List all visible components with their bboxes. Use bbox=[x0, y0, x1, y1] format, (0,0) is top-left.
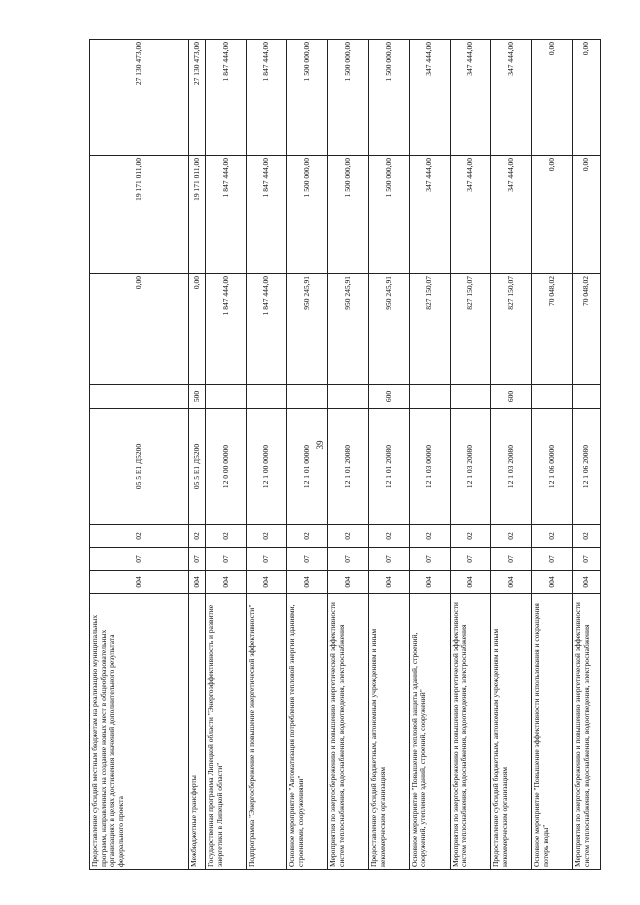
row-name: Межбюджетные трансферты bbox=[188, 594, 205, 870]
cell-target-article: 12 1 03 20080 bbox=[450, 409, 491, 525]
cell-amount-year-3: 347 444,00 bbox=[450, 40, 491, 156]
cell-amount-year-1: 950 245,91 bbox=[287, 274, 328, 385]
cell-amount-year-2: 1 847 444,00 bbox=[246, 156, 287, 274]
cell-razdel: 07 bbox=[532, 548, 573, 571]
cell-target-article: 12 1 03 20080 bbox=[491, 409, 532, 525]
cell-glava: 004 bbox=[572, 571, 600, 594]
cell-amount-year-1: 1 847 444,00 bbox=[246, 274, 287, 385]
cell-expense-type bbox=[287, 385, 328, 409]
cell-target-article: 12 1 01 20080 bbox=[369, 409, 410, 525]
cell-amount-year-1: 827 150,07 bbox=[491, 274, 532, 385]
cell-razdel: 07 bbox=[450, 548, 491, 571]
cell-glava: 004 bbox=[450, 571, 491, 594]
cell-expense-type: 600 bbox=[369, 385, 410, 409]
cell-amount-year-1: 0,00 bbox=[188, 274, 205, 385]
cell-podrazdel: 02 bbox=[246, 525, 287, 548]
cell-amount-year-3: 0,00 bbox=[532, 40, 573, 156]
row-name: Мероприятия по энергосбережению и повышению энергетической эффективности систем теплоснабжения, водоснабжения, водоотведения, электроснабжения bbox=[328, 594, 369, 870]
cell-amount-year-2: 1 500 000,00 bbox=[369, 156, 410, 274]
table-row bbox=[491, 40, 532, 870]
cell-amount-year-2: 0,00 bbox=[572, 156, 600, 274]
cell-amount-year-3: 1 500 000,00 bbox=[328, 40, 369, 156]
cell-glava: 004 bbox=[491, 571, 532, 594]
row-name: Мероприятия по энергосбережению и повышению энергетической эффективности систем теплоснабжения, водоснабжения, водоотведения, электроснабжения bbox=[450, 594, 491, 870]
cell-amount-year-3: 27 130 473,00 bbox=[90, 40, 189, 156]
cell-amount-year-1: 827 150,07 bbox=[450, 274, 491, 385]
table-row bbox=[205, 40, 246, 870]
cell-amount-year-2: 19 171 011,00 bbox=[90, 156, 189, 274]
cell-expense-type bbox=[409, 385, 450, 409]
cell-glava: 004 bbox=[246, 571, 287, 594]
cell-razdel: 07 bbox=[409, 548, 450, 571]
cell-razdel: 07 bbox=[287, 548, 328, 571]
cell-amount-year-1: 950 245,91 bbox=[369, 274, 410, 385]
row-name: Основное мероприятие "Повышение тепловой защиты зданий, строений, сооружений, утепление зданий, строений, сооружений" bbox=[409, 594, 450, 870]
table-row bbox=[409, 40, 450, 870]
cell-glava: 004 bbox=[205, 571, 246, 594]
cell-amount-year-2: 1 847 444,00 bbox=[205, 156, 246, 274]
cell-amount-year-2: 0,00 bbox=[532, 156, 573, 274]
cell-amount-year-3: 1 500 000,00 bbox=[287, 40, 328, 156]
cell-target-article: 12 0 00 00000 bbox=[205, 409, 246, 525]
cell-expense-type: 500 bbox=[188, 385, 205, 409]
cell-podrazdel: 02 bbox=[409, 525, 450, 548]
cell-amount-year-2: 347 444,00 bbox=[491, 156, 532, 274]
cell-target-article: 12 1 06 00000 bbox=[532, 409, 573, 525]
row-name: Мероприятия по энергосбережению и повышению энергетической эффективности систем теплоснабжения, водоснабжения, водоотведения, электроснабжения bbox=[572, 594, 600, 870]
cell-amount-year-3: 1 847 444,00 bbox=[205, 40, 246, 156]
row-name: Государственная программа Липецкой области "Энергоэффективность и развитие энергетики в Липецкой области" bbox=[205, 594, 246, 870]
row-name: Предоставление субсидий бюджетным, автономным учреждениям и иным некоммерческим организациям bbox=[369, 594, 410, 870]
cell-amount-year-1: 950 245,91 bbox=[328, 274, 369, 385]
table-row bbox=[532, 40, 573, 870]
table-row bbox=[246, 40, 287, 870]
row-name: Основное мероприятие "Автоматизация потребления тепловой энергии зданиями, строениями, сооружениями" bbox=[287, 594, 328, 870]
table-row bbox=[450, 40, 491, 870]
cell-podrazdel: 02 bbox=[532, 525, 573, 548]
table-row bbox=[328, 40, 369, 870]
cell-razdel: 07 bbox=[188, 548, 205, 571]
cell-target-article: 12 1 01 20080 bbox=[328, 409, 369, 525]
cell-expense-type: 600 bbox=[491, 385, 532, 409]
row-name: Подпрограмма "Энергосбережение и повышение энергетической эффективности" bbox=[246, 594, 287, 870]
table-body bbox=[90, 40, 601, 870]
row-name: Предоставление субсидий местным бюджетам на реализацию муниципальных программ, направленных на создание новых мест в общеобразовательных организациях в целях достижения значений дополнительного результата федерального проекта bbox=[90, 594, 189, 870]
cell-razdel: 07 bbox=[369, 548, 410, 571]
cell-glava: 004 bbox=[328, 571, 369, 594]
cell-target-article: 12 1 00 00000 bbox=[246, 409, 287, 525]
cell-amount-year-3: 1 847 444,00 bbox=[246, 40, 287, 156]
cell-podrazdel: 02 bbox=[90, 525, 189, 548]
cell-amount-year-1: 70 048,02 bbox=[532, 274, 573, 385]
cell-amount-year-1: 0,00 bbox=[90, 274, 189, 385]
cell-expense-type bbox=[246, 385, 287, 409]
cell-podrazdel: 02 bbox=[491, 525, 532, 548]
cell-glava: 004 bbox=[188, 571, 205, 594]
cell-expense-type bbox=[90, 385, 189, 409]
cell-podrazdel: 02 bbox=[205, 525, 246, 548]
cell-expense-type bbox=[205, 385, 246, 409]
cell-target-article: 12 1 06 20080 bbox=[572, 409, 600, 525]
cell-glava: 004 bbox=[409, 571, 450, 594]
budget-table bbox=[89, 39, 601, 870]
budget-table-rotated bbox=[89, 40, 601, 870]
cell-glava: 004 bbox=[90, 571, 189, 594]
cell-podrazdel: 02 bbox=[450, 525, 491, 548]
cell-razdel: 07 bbox=[572, 548, 600, 571]
cell-razdel: 07 bbox=[90, 548, 189, 571]
cell-razdel: 07 bbox=[328, 548, 369, 571]
cell-amount-year-3: 347 444,00 bbox=[491, 40, 532, 156]
cell-razdel: 07 bbox=[491, 548, 532, 571]
table-row bbox=[90, 40, 189, 870]
cell-glava: 004 bbox=[369, 571, 410, 594]
cell-amount-year-2: 347 444,00 bbox=[409, 156, 450, 274]
row-name: Основное мероприятие "Повышение эффективности использования и сокращения потерь воды" bbox=[532, 594, 573, 870]
cell-podrazdel: 02 bbox=[287, 525, 328, 548]
cell-amount-year-1: 1 847 444,00 bbox=[205, 274, 246, 385]
cell-amount-year-1: 827 150,07 bbox=[409, 274, 450, 385]
cell-amount-year-2: 1 500 000,00 bbox=[328, 156, 369, 274]
cell-expense-type bbox=[450, 385, 491, 409]
cell-razdel: 07 bbox=[205, 548, 246, 571]
cell-expense-type bbox=[572, 385, 600, 409]
cell-target-article: 12 1 01 00000 bbox=[287, 409, 328, 525]
cell-amount-year-2: 19 171 011,00 bbox=[188, 156, 205, 274]
cell-target-article: 05 5 E1 Д5200 bbox=[90, 409, 189, 525]
table-row bbox=[287, 40, 328, 870]
cell-amount-year-3: 0,00 bbox=[572, 40, 600, 156]
cell-amount-year-3: 1 500 000,00 bbox=[369, 40, 410, 156]
cell-expense-type bbox=[328, 385, 369, 409]
cell-amount-year-3: 347 444,00 bbox=[409, 40, 450, 156]
table-row bbox=[188, 40, 205, 870]
cell-target-article: 12 1 03 00000 bbox=[409, 409, 450, 525]
cell-podrazdel: 02 bbox=[572, 525, 600, 548]
table-row bbox=[572, 40, 600, 870]
cell-podrazdel: 02 bbox=[188, 525, 205, 548]
table-row bbox=[369, 40, 410, 870]
cell-amount-year-1: 70 048,02 bbox=[572, 274, 600, 385]
cell-target-article: 05 5 E1 Д5200 bbox=[188, 409, 205, 525]
cell-amount-year-2: 1 500 000,00 bbox=[287, 156, 328, 274]
cell-amount-year-3: 27 130 473,00 bbox=[188, 40, 205, 156]
cell-razdel: 07 bbox=[246, 548, 287, 571]
page-number: 39 bbox=[315, 440, 325, 450]
cell-glava: 004 bbox=[532, 571, 573, 594]
row-name: Предоставление субсидий бюджетным, автономным учреждениям и иным некоммерческим организациям bbox=[491, 594, 532, 870]
cell-podrazdel: 02 bbox=[369, 525, 410, 548]
cell-amount-year-2: 347 444,00 bbox=[450, 156, 491, 274]
cell-expense-type bbox=[532, 385, 573, 409]
cell-podrazdel: 02 bbox=[328, 525, 369, 548]
cell-glava: 004 bbox=[287, 571, 328, 594]
